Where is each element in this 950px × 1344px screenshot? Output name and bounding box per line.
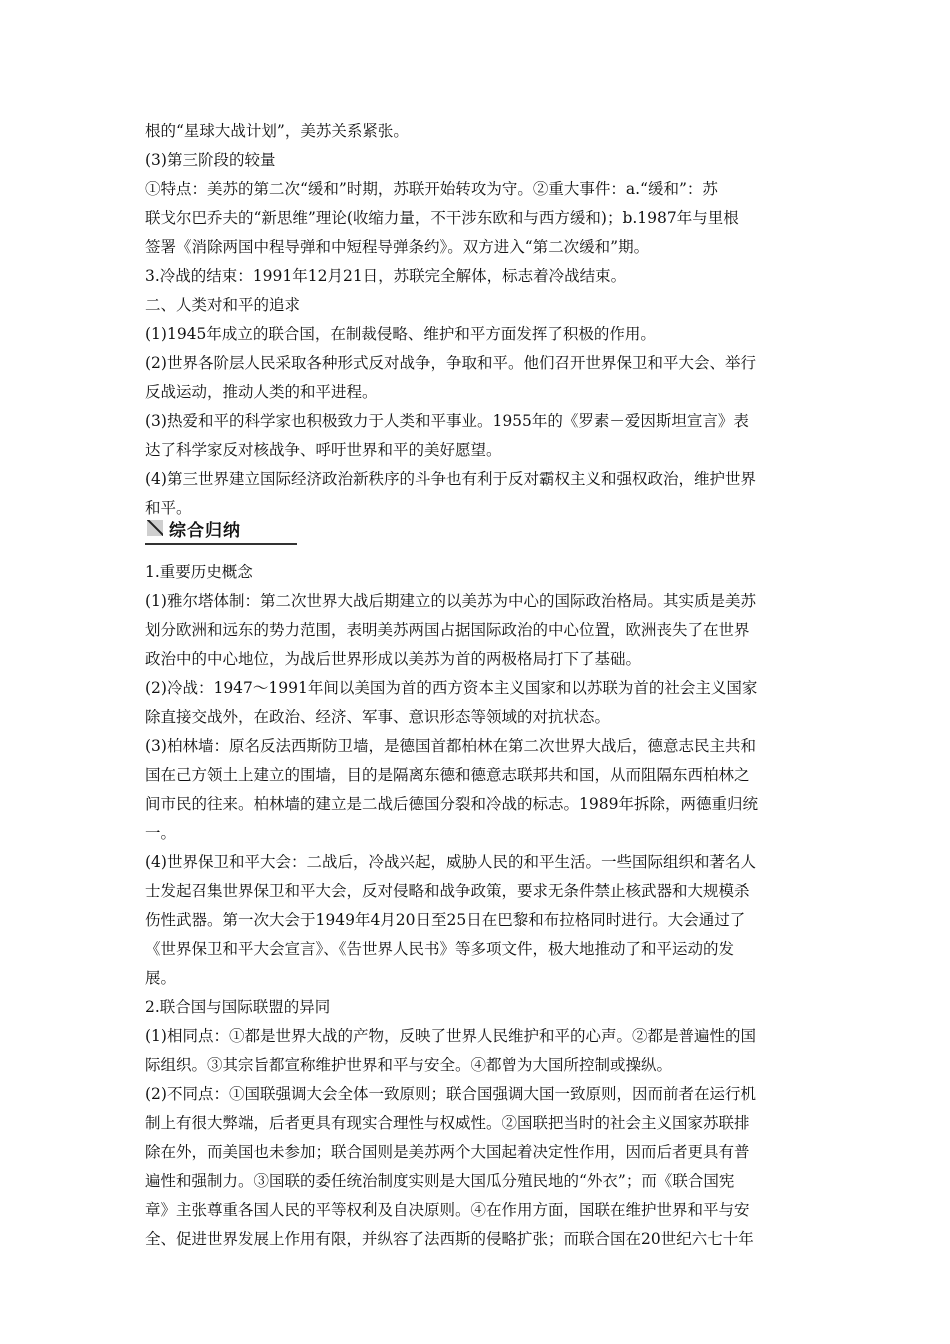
text-line: 国在己方领土上建立的围墙，目的是隔离东德和德意志联邦共和国，从而阻隔东西柏林之 [145,766,750,784]
text-line: 除在外，而美国也未参加；联合国则是美苏两个大国起着决定性作用，因而后者更具有普 [145,1143,750,1161]
text-line: (4)世界保卫和平大会：二战后，冷战兴起，威胁人民的和平生活。一些国际组织和著名人 [145,853,756,871]
text-line: 遍性和强制力。③国联的委任统治制度实则是大国瓜分殖民地的“外衣”；而《联合国宪 [145,1172,735,1190]
text-line: 间市民的往来。柏林墙的建立是二战后德国分裂和冷战的标志。1989年拆除，两德重归统 [145,795,758,813]
text-line: 联戈尔巴乔夫的“新思维”理论(收缩力量，不干涉东欧和与西方缓和)；b.1987年与里根 [145,209,739,227]
text-line: 章》主张尊重各国人民的平等权利及自决原则。④在作用方面，国联在维护世界和平与安 [145,1201,750,1219]
text-line: 制上有很大弊端，后者更具有现实合理性与权威性。②国联把当时的社会主义国家苏联排 [145,1114,750,1132]
text-line: 3.冷战的结束：1991年12月21日，苏联完全解体，标志着冷战结束。 [145,267,627,285]
text-line: (2)世界各阶层人民采取各种形式反对战争，争取和平。他们召开世界保卫和平大会、举行 [145,354,756,372]
text-line: 际组织。③其宗旨都宣称维护世界和平与安全。④都曾为大国所控制或操纵。 [145,1056,673,1074]
text-line: 划分欧洲和远东的势力范围，表明美苏两国占据国际政治的中心位置，欧洲丧失了在世界 [145,621,750,639]
text-line: 根的“星球大战计划”，美苏关系紧张。 [145,122,409,140]
text-line: 《世界保卫和平大会宣言》、《告世界人民书》等多项文件，极大地推动了和平运动的发 [145,940,735,958]
text-block-bottom [145,558,810,1254]
text-line: 全、促进世界发展上作用有限，并纵容了法西斯的侵略扩张；而联合国在20世纪六七十年 [145,1230,754,1248]
text-line: 伤性武器。第一次大会于1949年4月20日至25日在巴黎和布拉格同时进行。大会通过了 [145,911,746,929]
text-line: (1)相同点：①都是世界大战的产物，反映了世界人民维护和平的心声。②都是普遍性的国 [145,1027,756,1045]
section-title: 综合归纳 [169,521,241,541]
text-line: 展。 [145,969,177,987]
text-line: (4)第三世界建立国际经济政治新秩序的斗争也有利于反对霸权主义和强权政治，维护世界 [145,470,756,488]
text-line: 签署《消除两国中程导弹和中短程导弹条约》。双方进入“第二次缓和”期。 [145,238,650,256]
text-line: (3)热爱和平的科学家也积极致力于人类和平事业。1955年的《罗素－爱因斯坦宣言》表 [145,412,749,430]
section-underline [145,543,297,545]
text-line: 士发起召集世界保卫和平大会，反对侵略和战争政策，要求无条件禁止核武器和大规模杀 [145,882,750,900]
text-line: 2.联合国与国际联盟的异同 [145,998,331,1016]
text-line: ①特点：美苏的第二次“缓和”时期，苏联开始转攻为守。②重大事件：a.“缓和”：苏 [145,180,718,198]
text-line: 达了科学家反对核战争、呼吁世界和平的美好愿望。 [145,441,502,459]
text-line: 一。 [145,824,177,842]
text-line: (3)第三阶段的较量 [145,151,276,169]
text-line: 除直接交战外，在政治、经济、军事、意识形态等领域的对抗状态。 [145,708,611,726]
text-line: (2)不同点：①国联强调大会全体一致原则；联合国强调大国一致原则，因而前者在运行机 [145,1085,756,1103]
diagonal-stripe-icon [147,520,163,536]
text-line: 1.重要历史概念 [145,563,253,581]
text-line: 政治中的中心地位，为战后世界形成以美苏为首的两极格局打下了基础。 [145,650,642,668]
text-line: (2)冷战：1947～1991年间以美国为首的西方资本主义国家和以苏联为首的社会主义国家 [145,679,758,697]
section-heading [145,512,297,546]
text-line: 和平。 [145,499,192,517]
text-line: (1)雅尔塔体制：第二次世界大战后期建立的以美苏为中心的国际政治格局。其实质是美苏 [145,592,756,610]
text-block-top [145,117,810,523]
text-line: (3)柏林墙：原名反法西斯防卫墙，是德国首都柏林在第二次世界大战后，德意志民主共和 [145,737,756,755]
text-line: 二、人类对和平的追求 [145,296,301,314]
text-line: (1)1945年成立的联合国，在制裁侵略、维护和平方面发挥了积极的作用。 [145,325,656,343]
text-line: 反战运动，推动人类的和平进程。 [145,383,378,401]
